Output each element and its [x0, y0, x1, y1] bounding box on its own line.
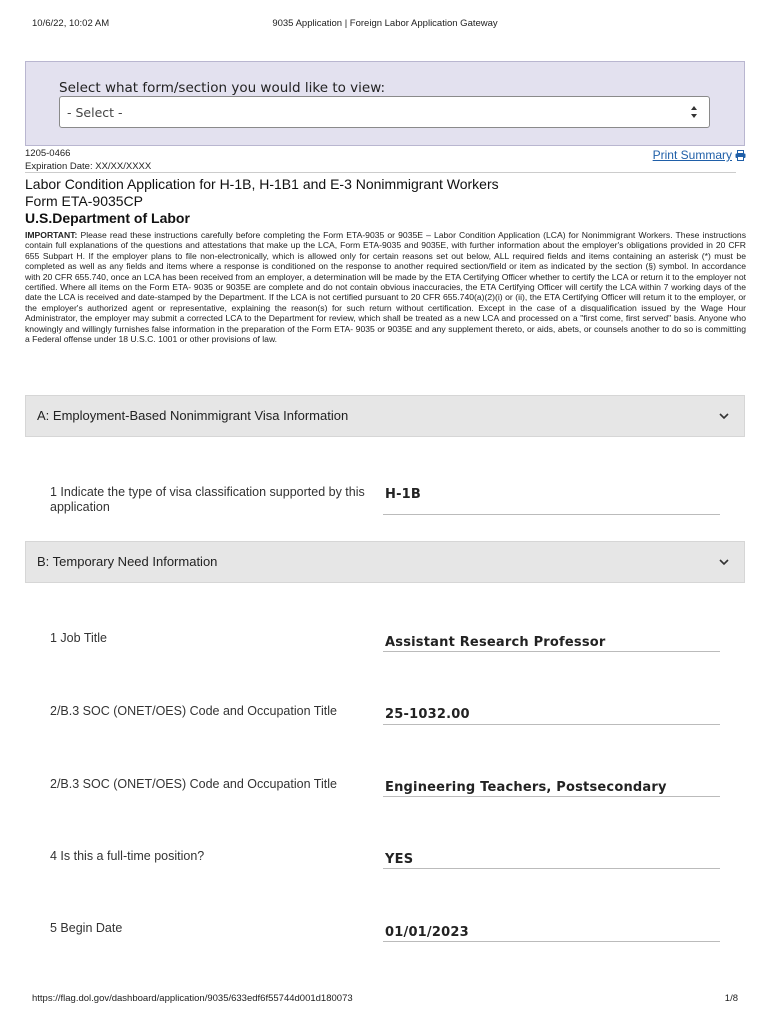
section-b-accordion[interactable] [25, 541, 745, 583]
expiration-date: Expiration Date: XX/XX/XXXX [25, 161, 152, 172]
field-divider [383, 514, 720, 515]
soc-title-value: Engineering Teachers, Postsecondary [385, 780, 667, 795]
form-section-select[interactable] [59, 96, 710, 128]
important-notice [25, 230, 746, 344]
select-arrows-icon [690, 103, 698, 121]
field-divider [383, 868, 720, 869]
header-divider [25, 172, 736, 173]
print-summary-label: Print Summary [652, 148, 732, 162]
omb-number: 1205-0466 [25, 148, 71, 159]
form-section-select-value: - Select - [67, 105, 123, 120]
page-number: 1/8 [724, 993, 738, 1004]
section-a-title: A: Employment-Based Nonimmigrant Visa Information [37, 408, 349, 423]
print-header [32, 18, 738, 32]
soc-code-value: 25-1032.00 [385, 707, 470, 722]
print-datetime: 10/6/22, 10:02 AM [32, 18, 110, 29]
print-url: https://flag.dol.gov/dashboard/application/9035/633edf6f55744d001d180073 [32, 993, 353, 1004]
visa-type-value: H-1B [385, 487, 422, 502]
chevron-down-icon [718, 410, 730, 422]
begin-date-value: 01/01/2023 [385, 925, 469, 940]
form-selector-panel [25, 61, 745, 146]
form-number: Form ETA-9035CP [25, 193, 143, 209]
important-lead: IMPORTANT: [25, 230, 78, 240]
field-divider [383, 724, 720, 725]
begin-date-label: 5 Begin Date [50, 921, 123, 935]
visa-type-label: 1 Indicate the type of visa classification supported by this application [50, 485, 365, 514]
section-a-accordion[interactable] [25, 395, 745, 437]
soc-code-label: 2/B.3 SOC (ONET/OES) Code and Occupation Title [50, 704, 337, 718]
print-footer [32, 993, 738, 1007]
field-divider [383, 651, 720, 652]
section-b-title: B: Temporary Need Information [37, 554, 218, 569]
print-page-title: 9035 Application | Foreign Labor Application Gateway [272, 18, 498, 29]
soc-title-label: 2/B.3 SOC (ONET/OES) Code and Occupation Title [50, 777, 337, 791]
chevron-down-icon [718, 556, 730, 568]
printer-icon [735, 150, 746, 161]
job-title-value: Assistant Research Professor [385, 635, 606, 650]
field-divider [383, 796, 720, 797]
important-body: Please read these instructions carefully before completing the Form ETA-9035 or 9035E – Labor Condition Application (LCA) for Nonimmigrant Workers. These instructions contain full explanations of the questions and attestations that make up the LCA, Form ETA-9035 and 9035E, with further information about the employer's obligations provided in 20 CFR 655 Subpart H. If the employer plans to file non-electronically, which is allowed only for certain reasons set out below, ALL required fields and items containing an asterisk (*) must be completed as well as any fields and items where a response is conditioned on the response to another required section/field or item as indicated by the section (§) symbol. In accordance with 20 CFR 655.740, once an LCA has been received from an employer, a determination will be made by the ETA Certifying Officer whether to certify the LCA or return it to the employer not certified. Where all items on the Form ETA- 9035 or 9035E are complete and do not contain obvious inaccuracies, the ETA Certifying Officer will certify the LCA within 7 working days of the date the LCA is received and date-stamped by the Department. If the LCA is not certified pursuant to 20 CFR 655.740(a)(2)(i) or (ii), the ETA Certifying Officer will retum it to the employer, or the employer's authorized agent or representative, explaining the reason(s) for such return without certification. Except in the case of a disqualification issued by the Wage Hour Administrator, the employer may submit a corrected LCA to the Department for review, which shall be treated as a new LCA and processed on a "first come, first served" basis. Anyone who knowingly and willingly furnishes false information in the preparation of the Form ETA- 9035 or 9035E and any supplement thereto, or aids, abets, or counsels another to do so is committing a Federal offense under 18 U.S.C. 1001 or other provisions of law. [25, 230, 746, 345]
print-summary-link[interactable] [653, 148, 746, 162]
full-time-value: YES [385, 852, 414, 867]
full-time-label: 4 Is this a full-time position? [50, 849, 205, 863]
department-name: U.S.Department of Labor [25, 210, 190, 226]
page-title: Labor Condition Application for H-1B, H-1B1 and E-3 Nonimmigrant Workers [25, 176, 499, 192]
job-title-label: 1 Job Title [50, 631, 107, 645]
field-divider [383, 941, 720, 942]
form-selector-label: Select what form/section you would like to view: [59, 80, 386, 96]
